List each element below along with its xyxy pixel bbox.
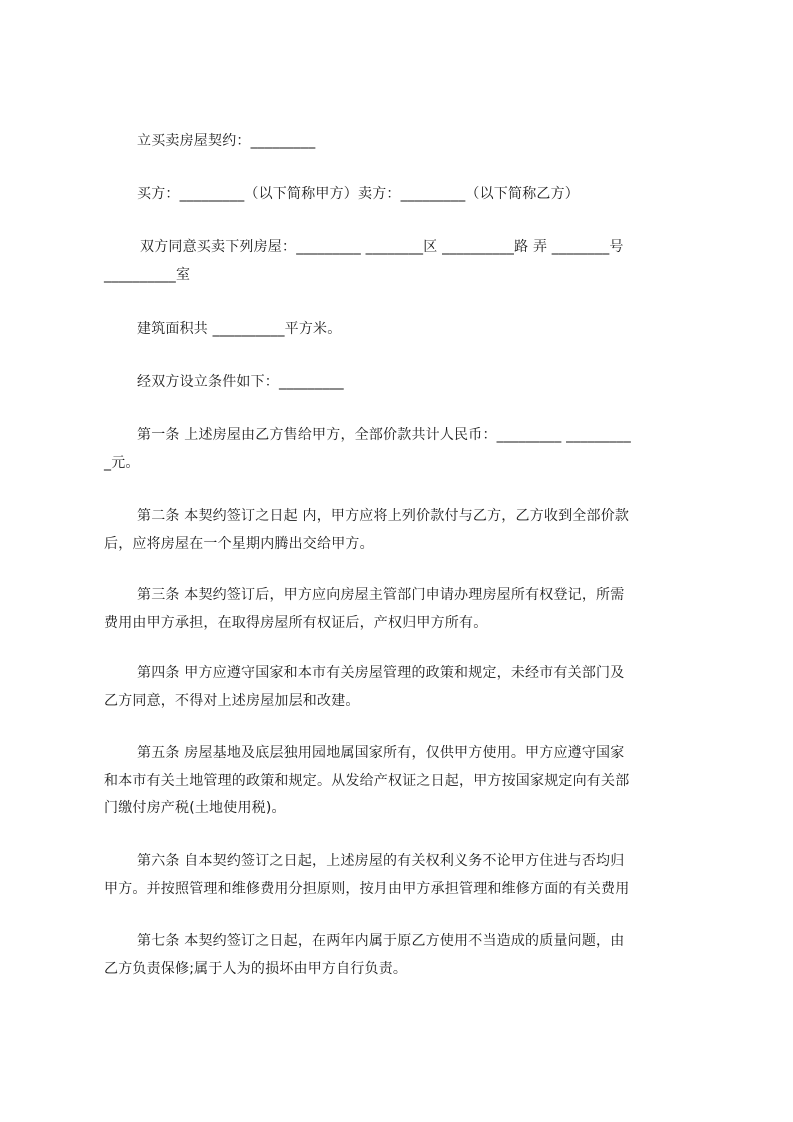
article-2-line-2 <box>0 533 793 555</box>
conditions-line <box>0 371 793 393</box>
text-run: 第五条 房屋基地及底层独用园地属国家所有，仅供甲方使用。甲方应遵守国家 <box>137 745 625 761</box>
article-5-line-3 <box>0 797 793 819</box>
text-run: 双方同意买卖下列房屋：_________ ________区 __________路 弄 ________号 <box>140 239 624 255</box>
article-7-line-1 <box>0 930 793 952</box>
text-run: 门缴付房产税(土地使用税)。 <box>104 800 286 816</box>
article-5-line-1 <box>0 742 793 764</box>
text-run: 第六条 自本契约签订之日起，上述房屋的有关权利义务不论甲方住进与否均归 <box>137 853 625 869</box>
text-run: 第四条 甲方应遵守国家和本市有关房屋管理的政策和规定，未经市有关部门及 <box>137 665 625 681</box>
article-6-line-2 <box>0 878 793 900</box>
article-1-line-2 <box>0 452 793 474</box>
article-5-line-2 <box>0 770 793 792</box>
text-run: 甲方。并按照管理和维修费用分担原则，按月由甲方承担管理和维修方面的有关费用 <box>104 881 630 897</box>
article-3-line-1 <box>0 584 793 606</box>
article-7-line-2 <box>0 958 793 980</box>
property-line-2 <box>0 264 793 286</box>
article-4-line-1 <box>0 662 793 684</box>
text-run: __________室 <box>104 267 191 283</box>
parties-line <box>0 183 793 205</box>
text-run: 立买卖房屋契约：_________ <box>137 133 316 149</box>
text-run: 费用由甲方承担，在取得房屋所有权证后，产权归甲方所有。 <box>104 615 488 631</box>
area-line <box>0 318 793 340</box>
text-run: 第一条 上述房屋由乙方售给甲方，全部价款共计人民币：_________ _________ <box>137 427 631 443</box>
text-run: 第三条 本契约签订后，甲方应向房屋主管部门申请办理房屋所有权登记，所需 <box>137 587 625 603</box>
article-1-line-1 <box>0 424 793 446</box>
text-run: _元。 <box>104 455 140 471</box>
property-line-1 <box>0 236 793 258</box>
article-4-line-2 <box>0 690 793 712</box>
text-run: 买方：_________（以下简称甲方）卖方：_________（以下简称乙方） <box>137 186 579 202</box>
article-6-line-1 <box>0 850 793 872</box>
text-run: 乙方负责保修;属于人为的损坏由甲方自行负责。 <box>104 961 408 977</box>
article-2-line-1 <box>0 505 793 527</box>
text-run: 乙方同意，不得对上述房屋加层和改建。 <box>104 693 360 709</box>
text-run: 和本市有关土地管理的政策和规定。从发给产权证之日起，甲方按国家规定向有关部 <box>104 773 630 789</box>
text-run: 后，应将房屋在一个星期内腾出交给甲方。 <box>104 536 374 552</box>
article-3-line-2 <box>0 612 793 634</box>
text-run: 第二条 本契约签订之日起 内，甲方应将上列价款付与乙方，乙方收到全部价款 <box>137 508 630 524</box>
text-run: 建筑面积共 __________平方米。 <box>137 321 342 337</box>
contract-title-line <box>0 130 793 152</box>
text-run: 第七条 本契约签订之日起，在两年内属于原乙方使用不当造成的质量问题，由 <box>137 933 625 949</box>
text-run: 经双方设立条件如下：_________ <box>137 374 344 390</box>
